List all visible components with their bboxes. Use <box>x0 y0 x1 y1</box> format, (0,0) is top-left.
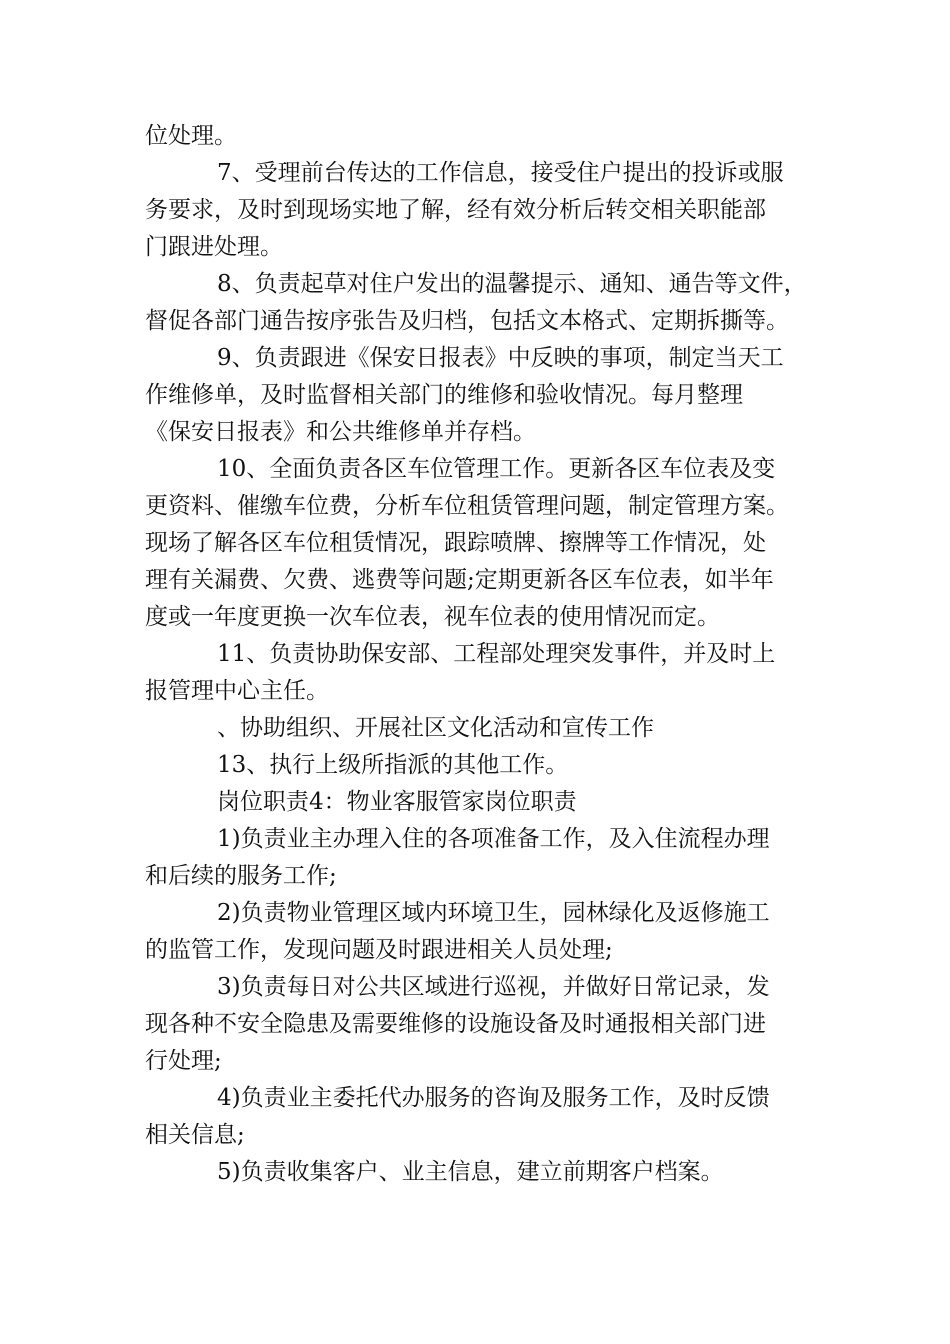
text-line: 门跟进处理。 <box>145 234 283 260</box>
text-line: 《保安日报表》和公共维修单并存档。 <box>145 419 536 445</box>
text-line: 报管理中心主任。 <box>145 678 329 704</box>
text-line: 10、全面负责各区车位管理工作。更新各区车位表及变 <box>217 456 776 482</box>
document-body <box>145 118 815 1191</box>
text-line: 更资料、催缴车位费，分析车位租赁管理问题，制定管理方案。 <box>145 493 789 519</box>
text-line: 、协助组织、开展社区文化活动和宣传工作 <box>217 715 654 741</box>
text-line: 4)负责业主委托代办服务的咨询及服务工作，及时反馈 <box>217 1085 770 1111</box>
text-line: 位处理。 <box>145 123 237 149</box>
text-line: 和后续的服务工作; <box>145 863 337 889</box>
text-line: 11、负责协助保安部、工程部处理突发事件，并及时上 <box>217 641 776 667</box>
text-line: 现场了解各区车位租赁情况，跟踪喷牌、擦牌等工作情况，处 <box>145 530 766 556</box>
text-line: 2)负责物业管理区域内环境卫生，园林绿化及返修施工 <box>217 900 770 926</box>
text-line: 9、负责跟进《保安日报表》中反映的事项，制定当天工 <box>217 345 784 371</box>
text-line: 务要求，及时到现场实地了解，经有效分析后转交相关职能部 <box>145 197 766 223</box>
text-line: 行处理; <box>145 1048 222 1074</box>
text-line: 督促各部门通告按序张告及归档，包括文本格式、定期拆撕等。 <box>145 308 789 334</box>
text-line: 7、受理前台传达的工作信息，接受住户提出的投诉或服 <box>217 160 784 186</box>
text-line: 8、负责起草对住户发出的温馨提示、通知、通告等文件， <box>217 271 807 297</box>
text-line: 岗位职责4：物业客服管家岗位职责 <box>217 789 577 815</box>
text-line: 理有关漏费、欠费、逃费等问题;定期更新各区车位表，如半年 <box>145 567 774 593</box>
text-line: 作维修单，及时监督相关部门的维修和验收情况。每月整理 <box>145 382 743 408</box>
text-line: 的监管工作，发现问题及时跟进相关人员处理; <box>145 937 613 963</box>
text-line: 3)负责每日对公共区域进行巡视，并做好日常记录，发 <box>217 974 770 1000</box>
text-line: 5)负责收集客户、业主信息，建立前期客户档案。 <box>217 1159 724 1185</box>
text-line: 现各种不安全隐患及需要维修的设施设备及时通报相关部门进 <box>145 1011 766 1037</box>
text-line: 1)负责业主办理入住的各项准备工作，及入住流程办理 <box>217 826 770 852</box>
text-line: 相关信息; <box>145 1122 245 1148</box>
text-line: 度或一年度更换一次车位表，视车位表的使用情况而定。 <box>145 604 720 630</box>
text-line: 13、执行上级所指派的其他工作。 <box>217 752 569 778</box>
